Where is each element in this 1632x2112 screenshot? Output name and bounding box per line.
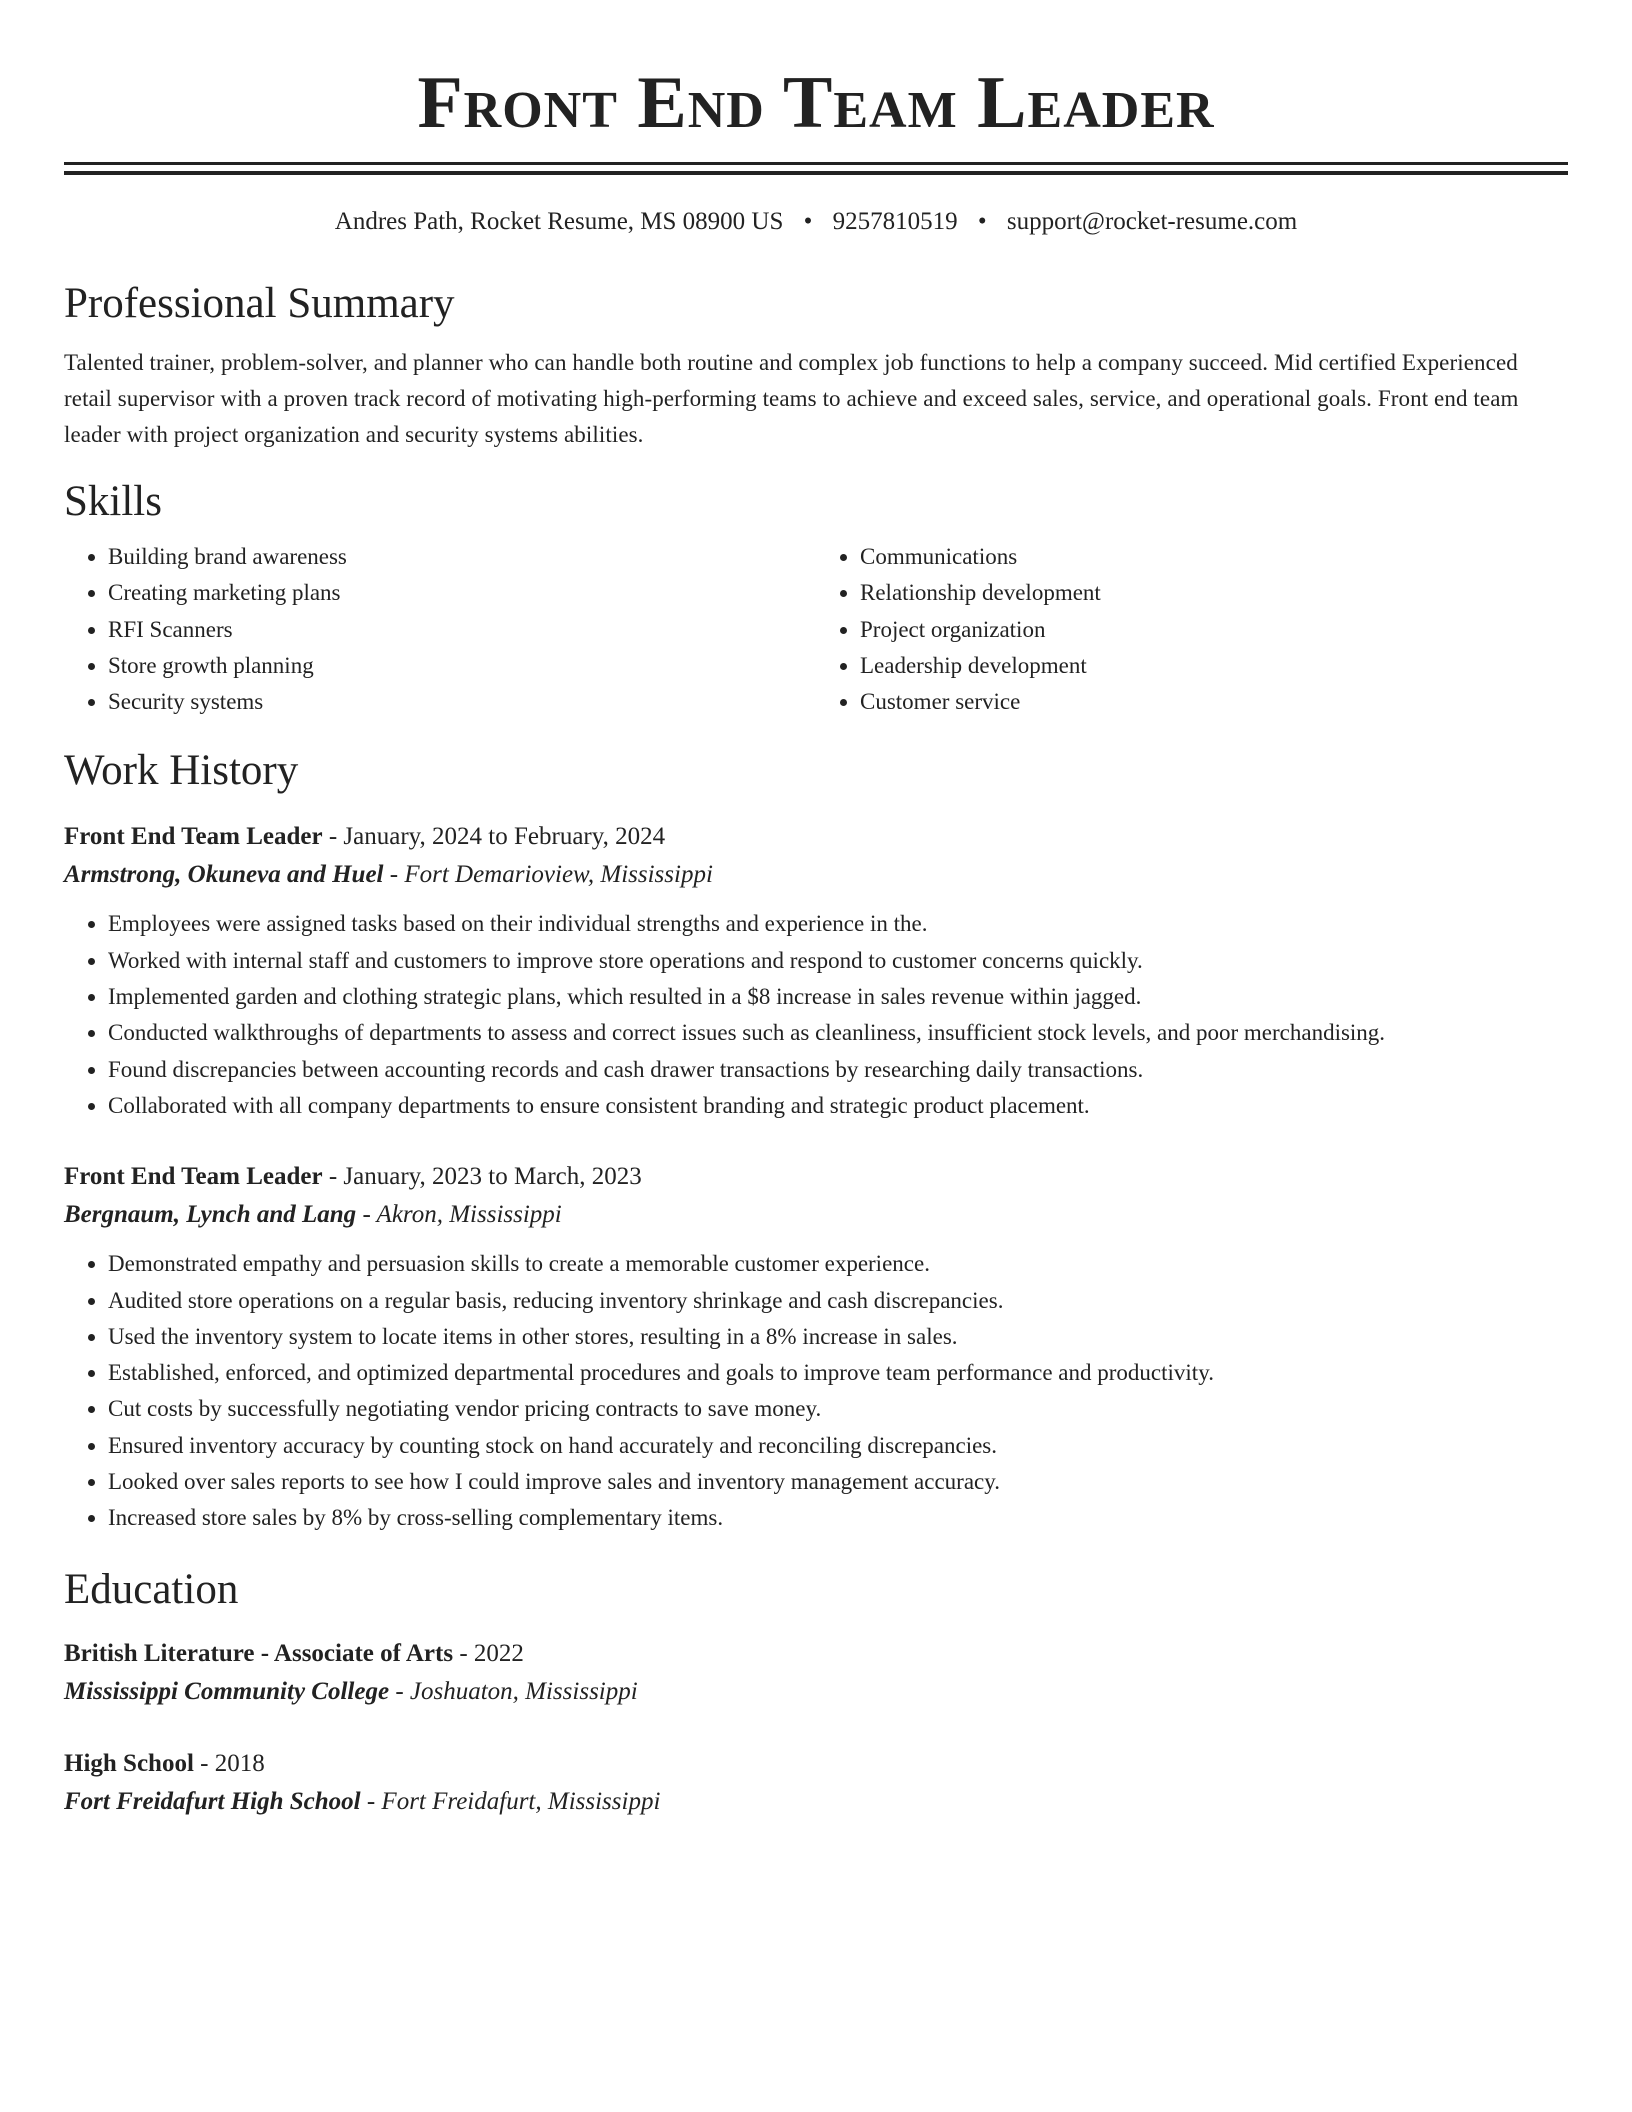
job-bullet: • Cut costs by successfully negotiating vendor pricing contracts to save money. (108, 1391, 1568, 1427)
contact-separator: • (977, 208, 987, 235)
job-bullet: • Conducted walkthroughs of departments to assess and correct issues such as cleanliness, insufficient stock levels, and poor merchandising. (108, 1015, 1568, 1051)
skill-item: • Relationship development (860, 575, 1568, 611)
education-degree: British Literature - Associate of Arts (64, 1639, 454, 1667)
education-school-line (64, 1783, 1568, 1821)
education-location: - Fort Freidafurt, Mississippi (360, 1787, 661, 1815)
job-bullet: • Found discrepancies between accounting records and cash drawer transactions by researching daily transactions. (108, 1052, 1568, 1088)
education-degree: High School (64, 1749, 194, 1777)
skill-item: • Security systems (108, 684, 816, 720)
contact-address: Andres Path, Rocket Resume, MS 08900 US (334, 208, 784, 235)
skills-column-left (64, 539, 816, 720)
job-dates: - January, 2023 to March, 2023 (322, 1163, 642, 1191)
skill-item: • Creating marketing plans (108, 575, 816, 611)
education-degree-line (64, 1745, 1568, 1783)
education-entry (64, 1635, 1568, 1711)
job-bullet: • Audited store operations on a regular basis, reducing inventory shrinkage and cash discrepancies. (108, 1283, 1568, 1319)
job-bullet: • Demonstrated empathy and persuasion skills to create a memorable customer experience. (108, 1246, 1568, 1282)
job-bullet: • Employees were assigned tasks based on their individual strengths and experience in the. (108, 906, 1568, 942)
skill-item: • Communications (860, 539, 1568, 575)
job-location: - Akron, Mississippi (356, 1201, 562, 1229)
skills-list (64, 539, 1568, 720)
header-divider-bottom (64, 171, 1568, 175)
education-school: Mississippi Community College (64, 1677, 390, 1705)
contact-line (64, 205, 1568, 239)
skills-column-right (816, 539, 1568, 720)
skill-item: • Building brand awareness (108, 539, 816, 575)
skill-item: • Project organization (860, 612, 1568, 648)
contact-email: support@rocket-resume.com (1006, 208, 1298, 235)
education-year: - 2018 (193, 1749, 265, 1777)
job-title-line (64, 1158, 1568, 1196)
job-bullet: • Worked with internal staff and customers to improve store operations and respond to customer concerns quickly. (108, 943, 1568, 979)
job-bullet: • Implemented garden and clothing strategic plans, which resulted in a $8 increase in sales revenue within jagged. (108, 979, 1568, 1015)
contact-separator: • (803, 208, 813, 235)
job-title: Front End Team Leader (64, 1163, 323, 1191)
work-history-heading: Work History (64, 747, 299, 795)
skill-item: • Customer service (860, 684, 1568, 720)
education-school: Fort Freidafurt High School (64, 1787, 361, 1815)
job-company-line (64, 856, 1568, 894)
resume-page (64, 0, 1568, 1821)
contact-phone: 9257810519 (832, 208, 958, 235)
job-title-line (64, 818, 1568, 856)
job-bullets (64, 906, 1568, 1124)
skill-item: • RFI Scanners (108, 612, 816, 648)
job-bullets (64, 1246, 1568, 1536)
job-location: - Fort Demarioview, Mississippi (383, 861, 713, 889)
skill-item: • Leadership development (860, 648, 1568, 684)
job-bullet: • Looked over sales reports to see how I could improve sales and inventory management accuracy. (108, 1464, 1568, 1500)
skills-heading: Skills (64, 478, 162, 525)
education-degree-line (64, 1635, 1568, 1673)
job-entry (64, 1158, 1568, 1536)
education-location: - Joshuaton, Mississippi (389, 1677, 638, 1705)
job-bullet: • Collaborated with all company departments to ensure consistent branding and strategic product placement. (108, 1088, 1568, 1124)
job-company: Bergnaum, Lynch and Lang (64, 1201, 357, 1229)
job-title: Front End Team Leader (64, 823, 323, 851)
job-bullet: • Established, enforced, and optimized departmental procedures and goals to improve team performance and productivity. (108, 1355, 1568, 1391)
summary-text: Talented trainer, problem-solver, and planner who can handle both routine and complex job functions to help a company succeed. Mid certified Experienced retail supervisor with a proven track record of motivating high-performing teams to achieve and exceed sales, service, and operational goals. Front end team leader with project organization and security systems abilities. (64, 350, 1519, 447)
education-school-line (64, 1673, 1568, 1711)
job-bullet: • Used the inventory system to locate items in other stores, resulting in a 8% increase in sales. (108, 1319, 1568, 1355)
education-year: - 2022 (453, 1639, 524, 1667)
resume-title: Front End Team Leader (417, 62, 1215, 144)
job-company-line (64, 1196, 1568, 1234)
summary-heading: Professional Summary (64, 280, 455, 327)
job-entry (64, 818, 1568, 1124)
skill-item: • Store growth planning (108, 648, 816, 684)
job-bullet: • Ensured inventory accuracy by counting stock on hand accurately and reconciling discrepancies. (108, 1428, 1568, 1464)
education-entry (64, 1745, 1568, 1821)
job-bullet: • Increased store sales by 8% by cross-selling complementary items. (108, 1500, 1568, 1536)
education-heading: Education (64, 1565, 239, 1613)
job-dates: - January, 2024 to February, 2024 (322, 823, 666, 851)
header-divider-top (64, 162, 1568, 165)
job-company: Armstrong, Okuneva and Huel (64, 861, 384, 889)
